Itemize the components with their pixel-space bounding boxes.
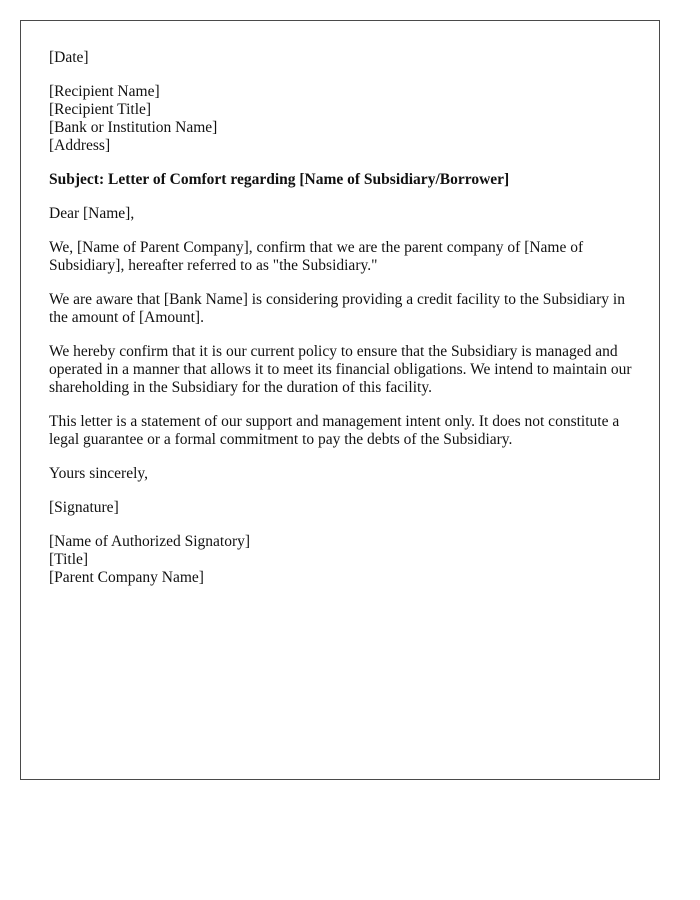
signatory-title: [Title] xyxy=(49,551,89,568)
paragraph-disclaimer: This letter is a statement of our support and management intent only. It does not constitute a legal guarantee or a formal commitment to pay the debts of the Subsidiary. xyxy=(49,413,620,448)
recipient-title: [Recipient Title] xyxy=(49,101,152,118)
salutation: Dear [Name], xyxy=(49,205,135,222)
letter-subject: Subject: Letter of Comfort regarding [Name of Subsidiary/Borrower] xyxy=(49,171,510,188)
recipient-name: [Recipient Name] xyxy=(49,83,160,100)
closing: Yours sincerely, xyxy=(49,465,149,482)
paragraph-confirmation: We, [Name of Parent Company], confirm that we are the parent company of [Name of Subsidiary], hereafter referred to as "the Subsidiary." xyxy=(49,239,584,274)
recipient-institution: [Bank or Institution Name] xyxy=(49,119,218,136)
signatory-company: [Parent Company Name] xyxy=(49,569,204,586)
signature: [Signature] xyxy=(49,499,119,516)
letter-date: [Date] xyxy=(49,49,89,66)
paragraph-policy: We hereby confirm that it is our current policy to ensure that the Subsidiary is managed and operated in a manner that allows it to meet its financial obligations. We intend to maintain our shareholding in the Subsidiary for the duration of this facility. xyxy=(49,343,632,396)
date-block xyxy=(49,49,639,67)
recipient-address: [Address] xyxy=(49,137,111,154)
letter-body xyxy=(49,49,639,603)
signatory-name: [Name of Authorized Signatory] xyxy=(49,533,251,550)
signatory-block xyxy=(49,533,639,587)
paragraph-credit-facility: We are aware that [Bank Name] is considering providing a credit facility to the Subsidiary in the amount of [Amount]. xyxy=(49,291,625,326)
recipient-block xyxy=(49,83,639,155)
letter-page xyxy=(20,20,660,780)
